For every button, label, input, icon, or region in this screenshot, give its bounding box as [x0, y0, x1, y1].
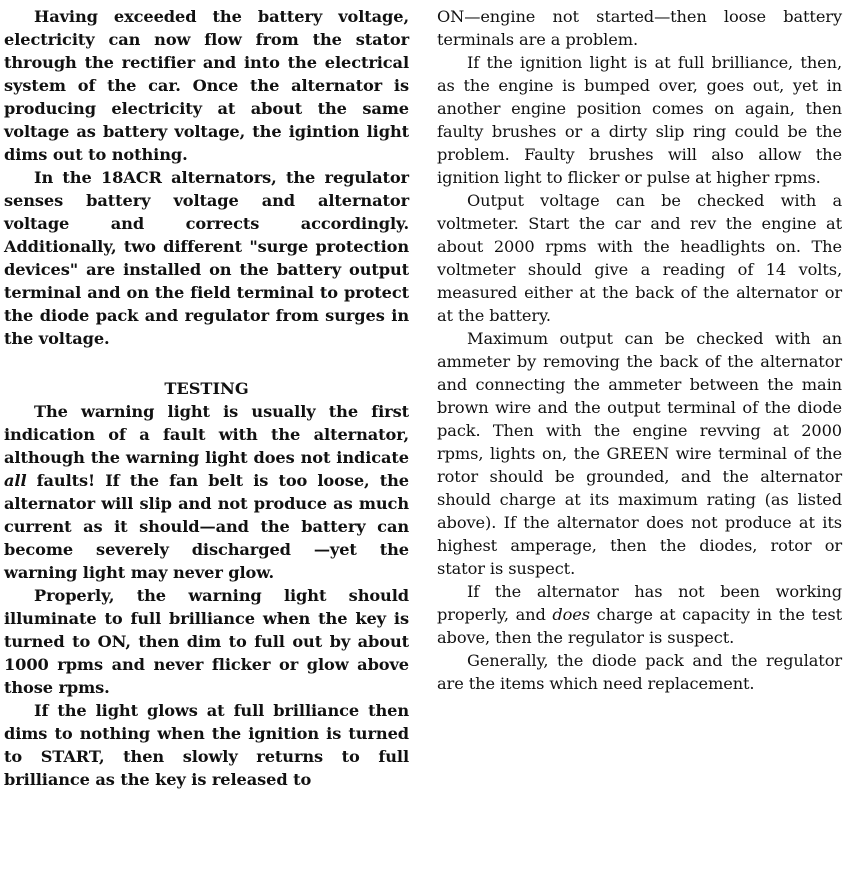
warning-light-text-start: The warning light is usually the first indication of a fault with the alternator, although the warning light does not indicate	[4, 402, 409, 467]
paragraph-properly-illuminate: Properly, the warning light should illuminate to full brilliance when the key is turned to ON, then dim to full out by about 1000 rpms and never flicker or glow above those rpms.	[4, 586, 409, 697]
paragraph-battery-voltage: Having exceeded the battery voltage, electricity can now flow from the stator through the rectifier and into the electrical system of the car. Once the alternator is producing electricity at about the same voltage as battery voltage, the igintion light dims out to nothing.	[4, 7, 409, 164]
left-column	[4, 5, 409, 791]
regulator-text-start: If the alternator has not been working properly, and	[437, 582, 842, 624]
right-column	[437, 5, 842, 695]
paragraph-18acr-regulator: In the 18ACR alternators, the regulator senses battery voltage and alternator voltage and corrects accordingly. Additionally, two different "surge protection devices" are installed on the battery output terminal and on the field terminal to protect the diode pack and regulator from surges in the voltage.	[4, 168, 409, 348]
paragraph-full-brilliance: If the ignition light is at full brilliance, then, as the engine is bumped over, goes out, yet in another engine position comes on again, then faulty brushes or a dirty slip ring could be the problem. Faulty brushes will also allow the ignition light to flicker or pulse at higher rpms.	[437, 53, 842, 187]
paragraph-light-glows: If the light glows at full brilliance then dims to nothing when the ignition is turned to START, then slowly returns to full brilliance as the key is released to	[4, 701, 409, 789]
regulator-emphasis: does	[552, 605, 590, 624]
section-gap	[4, 350, 409, 377]
paragraph-replacement: Generally, the diode pack and the regulator are the items which need replacement.	[437, 651, 842, 693]
regulator-text-end: charge at capacity in the test above, then the regulator is suspect.	[437, 605, 843, 647]
warning-light-text-end: faults! If the fan belt is too loose, the alternator will slip and not produce as much current as it should—and the battery can become severely discharged —yet the warning light may never glow.	[4, 471, 409, 582]
paragraph-warning-light	[4, 400, 409, 584]
section-heading-testing: TESTING	[164, 379, 249, 398]
warning-light-emphasis: all	[4, 471, 27, 490]
paragraph-continued: ON—engine not started—then loose battery terminals are a problem.	[437, 7, 842, 49]
paragraph-maximum-output: Maximum output can be checked with an ammeter by removing the back of the alternator and connecting the ammeter between the main brown wire and the output terminal of the diode pack. Then with the engine revving at 2000 rpms, lights on, the GREEN wire terminal of the rotor should be grounded, and the alternator should charge at its maximum rating (as listed above). If the alternator does not produce at its highest amperage, then the diodes, rotor or stator is suspect.	[437, 329, 842, 578]
paragraph-output-voltage: Output voltage can be checked with a voltmeter. Start the car and rev the engine at about 2000 rpms with the headlights on. The voltmeter should give a reading of 14 volts, measured either at the back of the alternator or at the battery.	[437, 191, 842, 325]
paragraph-regulator-suspect	[437, 580, 842, 649]
